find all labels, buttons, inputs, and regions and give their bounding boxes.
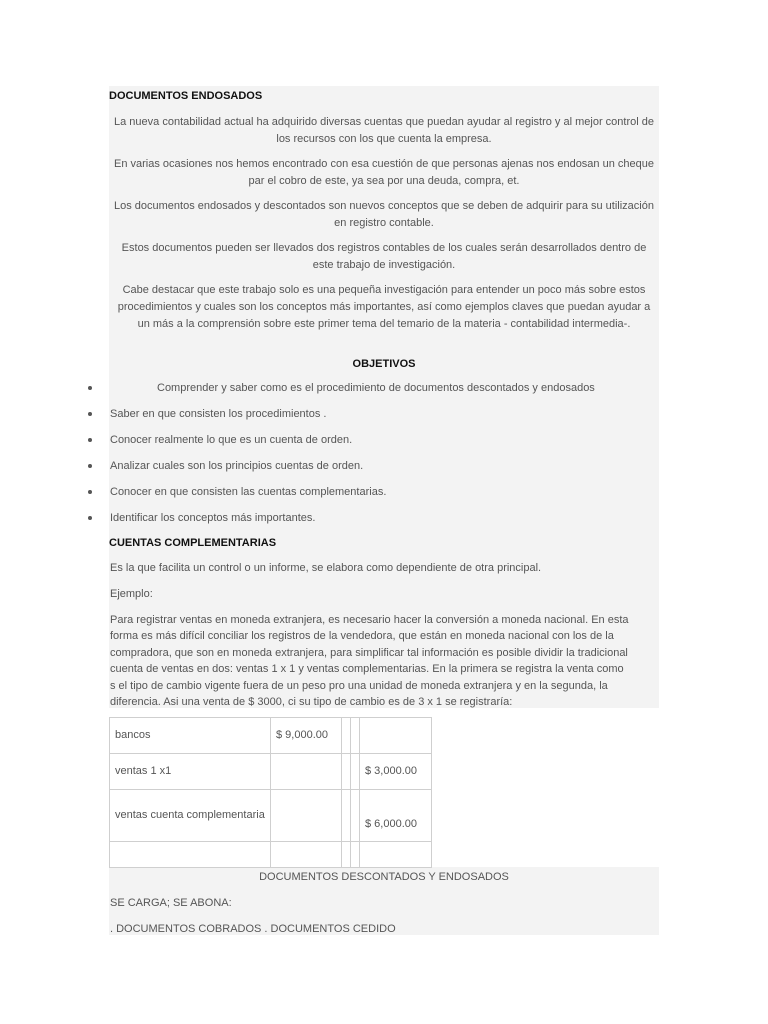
spacer-cell [342,754,351,790]
example-label: Ejemplo: [110,588,153,600]
bullet-icon [88,438,92,442]
bullet-icon [88,464,92,468]
credit-cell: $ 6,000.00 [360,790,432,842]
table-row [110,754,432,790]
example-line: Para registrar ventas en moneda extranjera, es necesario hacer la conversión a moneda nacional. En esta [110,614,629,626]
cuentas-heading: CUENTAS COMPLEMENTARIAS [109,537,277,549]
objetivos-heading: OBJETIVOS [352,358,416,370]
example-line: s el tipo de cambio vigente fuera de un peso pro una unidad de moneda extranjera y en la segunda, la [110,680,608,692]
example-line: diferencia. Asi una venta de $ 3000, ci su tipo de cambio es de 3 x 1 se registraría: [110,696,513,708]
credit-cell [360,718,432,754]
spacer-cell [351,842,360,868]
bullet-icon [88,412,92,416]
spacer-cell [342,842,351,868]
descontados-heading: DOCUMENTOS DESCONTADOS Y ENDOSADOS [259,871,509,883]
page-title: DOCUMENTOS ENDOSADOS [109,90,263,102]
intro-paragraph: La nueva contabilidad actual ha adquirido diversas cuentas que puedan ayudar al registro y al mejor control de los recursos con los que cuenta la empresa. [114,116,654,145]
table-row [110,718,432,754]
spacer-cell [351,790,360,842]
account-cell: bancos [110,718,271,754]
table-row [110,790,432,842]
bullet-icon [88,490,92,494]
intro-paragraph: En varias ocasiones nos hemos encontrado con esa cuestión de que personas ajenas nos endosan un cheque par el cobro de este, ya sea por una deuda, compra, et. [114,158,654,187]
descontados-line: SE CARGA; SE ABONA: [110,897,232,909]
account-cell [110,842,271,868]
ledger-table [109,717,432,868]
intro-paragraph: Los documentos endosados y descontados son nuevos conceptos que se deben de adquirir para su utilización en registro contable. [114,200,654,229]
spacer-cell [342,790,351,842]
credit-cell: $ 3,000.00 [360,754,432,790]
account-cell: ventas 1 x1 [110,754,271,790]
cuentas-definition: Es la que facilita un control o un informe, se elabora como dependiente de otra principal. [110,562,542,574]
table-row [110,842,432,868]
example-line: forma es más difícil conciliar los registros de la vendedora, que están en moneda nacional con los de la [110,630,614,642]
bullet-icon [88,516,92,520]
debit-cell: $ 9,000.00 [271,718,342,754]
intro-paragraph: Cabe destacar que este trabajo solo es una pequeña investigación para entender un poco más sobre estos procedimientos y cuales son los conceptos más importantes, así como ejemplos claves que puedan ayudar a un más a la comprensión sobre este primer tema del temario de la materia - contabilidad intermedia-. [117,284,651,330]
intro-paragraph: Estos documentos pueden ser llevados dos registros contables de los cuales serán desarrollados dentro de este trabajo de investigación. [121,242,647,271]
objetivo-item: Conocer en que consisten las cuentas complementarias. [110,486,387,498]
account-cell: ventas cuenta complementaria [110,790,271,842]
debit-cell [271,790,342,842]
credit-cell [360,842,432,868]
objetivo-item: Comprender y saber como es el procedimiento de documentos descontados y endosados [157,382,595,394]
objetivo-item: Identificar los conceptos más importantes. [110,512,316,524]
spacer-cell [351,754,360,790]
example-line: cuenta de ventas en dos: ventas 1 x 1 y ventas complementarias. En la primera se registra la venta como [110,663,624,675]
objetivo-item: Saber en que consisten los procedimientos . [110,408,327,420]
descontados-line: . DOCUMENTOS COBRADOS . DOCUMENTOS CEDIDO [110,923,396,935]
bullet-icon [88,386,92,390]
debit-cell [271,842,342,868]
example-line: compradora, que son en moneda extranjera, para simplificar tal información es posible dividir la tradicional [110,647,628,659]
debit-cell [271,754,342,790]
objetivo-item: Conocer realmente lo que es un cuenta de orden. [110,434,353,446]
objetivo-item: Analizar cuales son los principios cuentas de orden. [110,460,364,472]
spacer-cell [351,718,360,754]
spacer-cell [342,718,351,754]
